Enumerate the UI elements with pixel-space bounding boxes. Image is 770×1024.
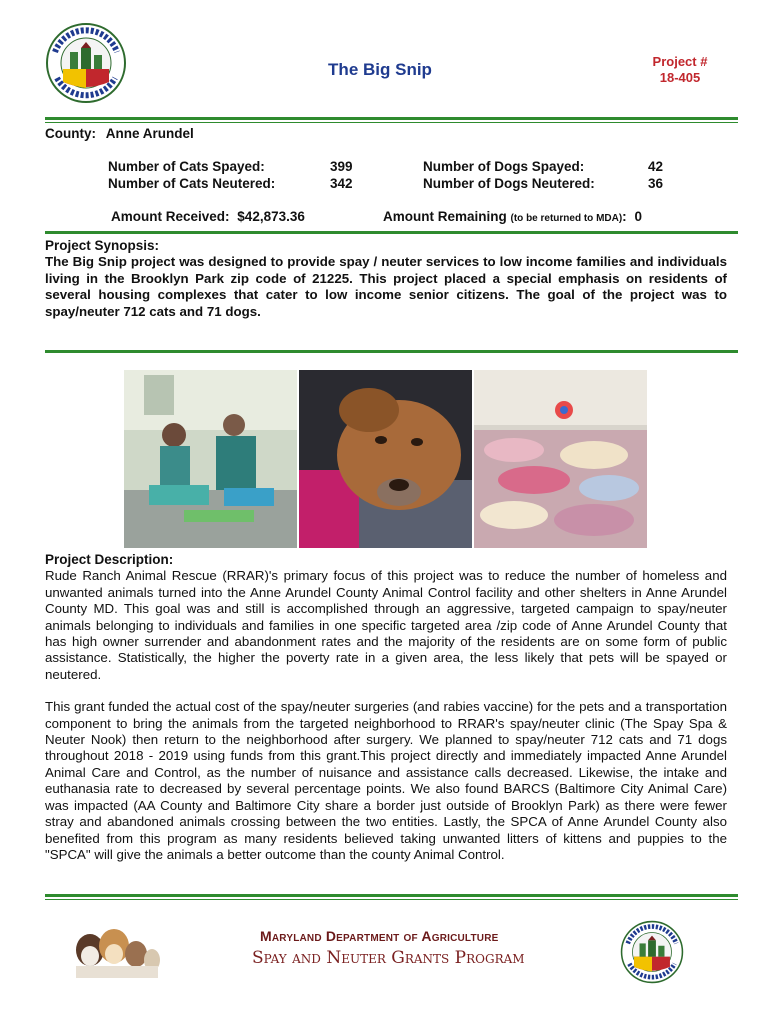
dogs-neutered-value: 36 — [648, 176, 664, 191]
mda-seal-logo — [45, 22, 127, 104]
county-label: County: — [45, 126, 96, 141]
amount-received-value: $42,873.36 — [237, 209, 305, 224]
footer-department: Maryland Department of Agriculture — [260, 928, 499, 944]
synopsis-text: The Big Snip project was designed to provide spay / neuter services to low income families and individuals living in the Brooklyn Park zip code of 21225. This project placed a special emphasis on residents of several housing complexes that cater to low income senior citizens. The goal of the project was to spay/neuter 712 cats and 71 dogs. — [45, 254, 727, 319]
cats-spayed-value: 399 — [330, 159, 353, 174]
mda-seal-logo-footer — [620, 920, 684, 984]
description-section — [45, 552, 727, 863]
synopsis-heading: Project Synopsis: — [45, 238, 160, 253]
amount-remaining-label: Amount Remaining — [383, 209, 507, 224]
project-number: 18-405 — [659, 70, 701, 85]
synopsis-section — [45, 238, 727, 320]
photo-dog — [299, 370, 472, 548]
footer-program: Spay and Neuter Grants Program — [252, 948, 525, 968]
amount-remaining-note: (to be returned to MDA) — [510, 213, 623, 224]
cats-spayed-label: Number of Cats Spayed: — [108, 159, 265, 174]
cats-neutered-label: Number of Cats Neutered: — [108, 176, 276, 191]
footer-divider-thin — [45, 899, 738, 900]
dogs-spayed-label: Number of Dogs Spayed: — [423, 159, 585, 174]
description-heading: Project Description: — [45, 552, 174, 567]
pets-group-image — [72, 920, 160, 978]
county-value: Anne Arundel — [105, 126, 194, 141]
project-label: Project # — [652, 54, 708, 69]
amount-received-row — [111, 209, 305, 224]
dogs-neutered-label: Number of Dogs Neutered: — [423, 176, 595, 191]
header-divider — [45, 117, 738, 120]
amount-received-label: Amount Received: — [111, 209, 230, 224]
synopsis-divider — [45, 350, 738, 353]
dogs-spayed-value: 42 — [648, 159, 664, 174]
footer-divider — [45, 894, 738, 897]
summary-divider — [45, 231, 738, 234]
amount-remaining-row: Amount Remaining (to be returned to MDA): 0 — [383, 209, 642, 224]
photo-cats-blankets — [474, 370, 647, 548]
photo-surgery — [124, 370, 297, 548]
cats-neutered-value: 342 — [330, 176, 353, 191]
description-para-2: This grant funded the actual cost of the spay/neuter surgeries (and rabies vaccine) for the pets and a transportation component to bring the animals from the targeted neighborhood to RRAR's spay/neuter clinic (The Spay Spa & Neuter Nook) then return to the neighborhood after surgery. We planned to spay/neuter 712 cats and 71 dogs throughout 2018 - 2019 using funds from this grant.This project directly and immediately impacted Anne Arundel Animal Care and Control, as the number of nuisance and assistance calls decreased. Likewise, the intake and euthanasia rate to decreased by several percentage points. We also found BARCS (Baltimore City Animal Care) was impacted (AA County and Baltimore City share a border just outside of Brooklyn Park) as there were fewer stray and abandoned animals crossing between the two entities. Lastly, the SPCA of Anne Arundel County also benefited from this program as many residents believed taking unwanted litters of kittens and puppies to the "SPCA" will give the animals a better outcome than the county Animal Control. — [45, 699, 727, 862]
page-title: The Big Snip — [328, 60, 432, 79]
project-number-block — [630, 54, 730, 86]
description-para-1: Rude Ranch Animal Rescue (RRAR)'s primary focus of this project was to reduce the number of homeless and unwanted animals turned into the Anne Arundel County Animal Control facility and other shelters in Anne Arundel County MD. This goal was and still is accomplished through an aggressive, targeted campaign to spay/neuter animals belonging to individuals and families in one specific targeted area /zip code of Anne Arundel County that has high owner surrender and abandonment rates and the majority of the residents are on some form of public assistance. Statistically, the higher the poverty rate in a given area, the less likely that pets will be spayed or neutered. — [45, 568, 727, 682]
amount-remaining-value: 0 — [634, 209, 642, 224]
header-divider-thin — [45, 122, 738, 123]
county-row — [45, 126, 194, 141]
